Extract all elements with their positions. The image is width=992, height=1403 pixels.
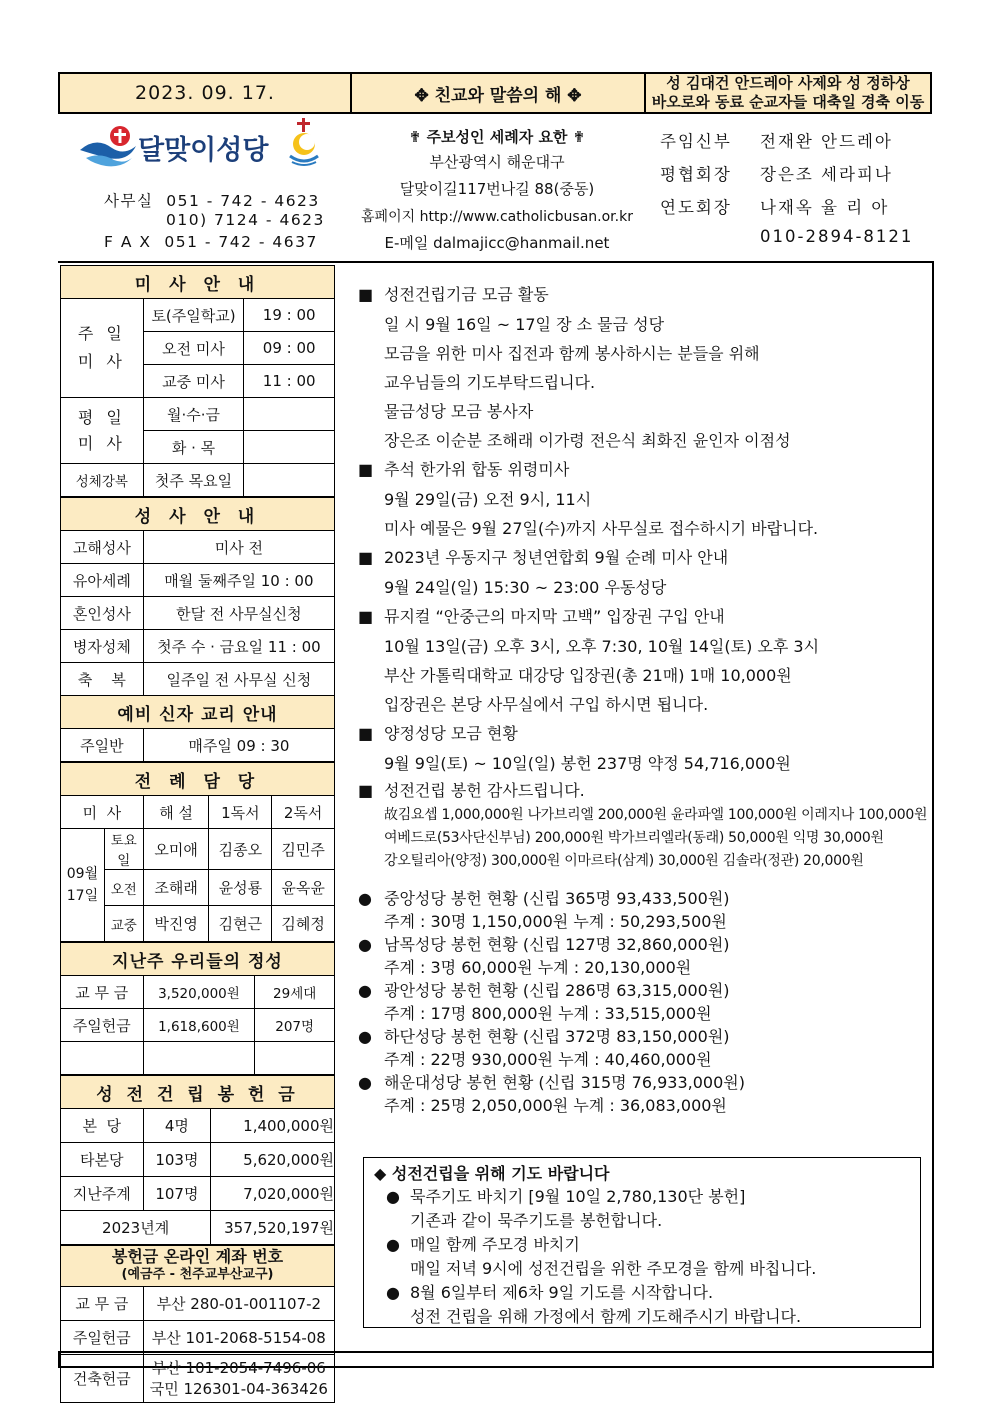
building-fund-title: 성 전 건 립 봉 헌 금 [61,1076,335,1109]
parish-name: 달맞이성당 [138,135,269,166]
liturgy-table: 전 례 담 당 미 사 해 설 1독서 2독서 09월 17일 토요일 오미애 김종오 김민주 오전 조해래 윤성룡 윤옥윤 교중 박진영 김현근 김혜정 [60,762,335,942]
sacraments-title: 성 사 안 내 [61,498,335,531]
donor-line: 여베드로(53사단신부님) 200,000원 박가브리엘라(동래) 50,000원 익명 30,000원 [384,830,884,846]
weekday-mass-label: 평 일 미 사 [61,398,144,464]
offering-title: 지난주 우리들의 정성 [61,943,335,976]
feast-notice: 성 김대건 안드레아 사제와 성 정하상 바오로와 동료 순교자들 대축일 경축 이동 [646,74,930,112]
title-band [58,72,932,114]
wave-logo-icon [78,124,138,168]
account-number: 부산 280-01-001107-2 [143,1287,334,1321]
left-info-panel [60,265,335,1403]
moon-cross-icon [286,118,322,168]
address-line1: 부산광역시 해운대구 [429,153,565,171]
homepage-link[interactable]: 홈페이지 http://www.catholicbusan.or.kr [361,209,633,225]
accounts-title: 봉헌금 온라인 계좌 번호 (예금주 - 천주교부산교구) [61,1246,335,1287]
mass-title: 미 사 안 내 [61,266,335,299]
sacraments-table: 성 사 안 내 고해성사 미사 전 유아세례 매월 둘째주일 10 : 00 혼인성사 한달 전 사무실신청 병자성체 첫주 수 · 금요일 11 : 00 축 복 일주일 전 사무실 신청 예비 신자 교리 안내 주일반 매주일 09 : 30 [60,497,335,762]
fax-number: F A X 051 - 742 - 4637 [104,233,318,251]
prayer-title: ◆ 성전건립을 위해 기도 바랍니다 [374,1164,610,1183]
offering-table: 지난주 우리들의 정성 교 무 금 3,520,000원 29세대 주일헌금 1,618,600원 207명 [60,942,335,1075]
donor-line: 강오틸리아(양정) 300,000원 이마르타(삼계) 30,000원 김솔라(정관) 20,000원 [384,853,864,869]
announcement-title: ■ 성전건립기금 모금 활동 [358,285,549,304]
patron-saint: ✟ 주보성인 세례자 요한 ✟ [408,128,586,146]
announcement-title: ■ 뮤지컬 “안중근의 마지막 고백” 입장권 구입 안내 [358,607,725,626]
bulletin-date: 2023. 09. 17. [60,74,352,112]
account-number: 부산 101-2054-7496-06 국민 126301-04-363426 [143,1355,334,1403]
sunday-mass-label: 주 일 미 사 [61,299,144,398]
building-fund-table: 성 전 건 립 봉 헌 금 본 당 4명 1,400,000원 타본당 103명 5,620,000원 지난주계 107명 7,020,000원 2023년계 357,520,197원 [60,1075,335,1245]
announcement-title: ■ 성전건립 봉헌 감사드립니다. [358,781,585,800]
address-line2: 달맞이길117번나길 88(중동) [399,180,595,198]
prayer-box: ◆ 성전건립을 위해 기도 바랍니다 ● 묵주기도 바치기 [9월 10일 2,780,130단 봉헌] 기존과 같이 묵주기도를 봉헌합니다. ● 매일 함께 주모경 바치기 매일 저녁 9시에 성전건립을 위한 주모경을 함께 바칩니다. ● 8월 6일부터 제6차 9일 기도를 시작합니다. 성전 건립을 위해 가정에서 함께 기도해주시기 바랍니다. [363,1157,921,1328]
mobile-phone: 010) 7124 - 4623 [166,211,325,229]
announcement-title: ■ 추석 한가위 합동 위령미사 [358,460,570,479]
liturgy-title: 전 례 담 당 [61,763,335,796]
mass-table: 미 사 안 내 주 일 미 사 토(주일학교) 19 : 00 오전 미사 09 : 00 교중 미사 11 : 00 평 일 미 사 월·수·금 화 · 목 성체강복 첫주 목요일 [60,265,335,497]
staff-row: 주임신부 전재완 안드레아 [660,132,893,151]
announcements: ■ 성전건립기금 모금 활동 일 시 9월 16일 ~ 17일 장 소 물금 성당 모금을 위한 미사 집전과 함께 봉사하시는 분들을 위해 교우님들의 기도부탁드립니다. 물금성당 모금 봉사자 장은조 이순분 조해래 이가령 전은식 최화진 윤인자 이점성 ■ 추석 한가위 합동 위령미사 9월 29일(금) 오전 9시, 11시 미사 예물은 9월 27일(수)까지 사무실로 접수하시기 바랍니다. ■ 2023년 우동지구 청년연합회 9월 순례 미사 안내 9월 24일(일) 15:30 ~ 23:00 우동성당 ■ 뮤지컬 “안중근의 마지막 고백” 입장권 구입 안내 10월 13일(금) 오후 3시, 오후 7:30, 10월 14일(토) 오후 3시 부산 가톨릭대학교 대강당 입장권(총 21매) 1매 10,000원 입장권은 본당 사무실에서 구입 하시면 됩니다. ■ 양정성당 모금 현황 9월 9일(토) ~ 10일(일) 봉헌 237명 약정 54,716,000원 ■ 성전건립 봉헌 감사드립니다. 故김요셉 1,000,000원 나가브리엘 200,000원 윤라파엘 100,000원 이레지나 100,000원 여베드로(53사단신부님) 200,000원 박가브리엘라(동래) 50,000원 익명 30,000원 강오틸리아(양정) 300,000원 이마르타(삼계) 30,000원 김솔라(정관) 20,000원 ● 중앙성당 봉헌 현황 (신립 365명 93,433,500원) 주계 : 30명 1,150,000원 누계 : 50,293,500원 ● 남목성당 봉헌 현황 (신립 127명 32,860,000원) 주계 : 3명 60,000원 누계 : 20,130,000원 ● 광안성당 봉헌 현황 (신립 286명 63,315,000원) 주계 : 17명 800,000원 누계 : 33,515,000원 ● 하단성당 봉헌 현황 (신립 372명 83,150,000원) 주계 : 22명 930,000원 누계 : 40,460,000원 ● 해운대성당 봉헌 현황 (신립 315명 76,933,000원) 주계 : 25명 2,050,000원 누계 : 36,083,000원 [358,280,933,1117]
liturgy-date: 09월 17일 [61,829,105,942]
staff-row: 평협회장 장은조 세라피나 [660,165,893,184]
announcement-title: ■ 양정성당 모금 현황 [358,724,518,743]
email-link[interactable]: E-메일 dalmajicc@hanmail.net [384,234,610,252]
announcement-title: ■ 2023년 우동지구 청년연합회 9월 순례 미사 안내 [358,548,729,567]
year-theme: ✥ 친교와 말씀의 해 ✥ [352,74,646,112]
staff-row: 연도회장 나재옥 율 리 아 [660,198,890,217]
accounts-table: 봉헌금 온라인 계좌 번호 (예금주 - 천주교부산교구) 교 무 금 부산 280-01-001107-2 주일헌금 부산 101-2068-5154-08 건축헌금 부산 101-2054-7496-06 국민 126301-04-363426 [60,1245,335,1403]
account-number: 부산 101-2068-5154-08 [143,1321,334,1355]
parish-offering-status: ● 중앙성당 봉헌 현황 (신립 365명 93,433,500원) 주계 : 30명 1,150,000원 누계 : 50,293,500원 ● 남목성당 봉헌 현황 (신립 127명 32,860,000원) 주계 : 3명 60,000원 누계 : 20,130,000원 ● 광안성당 봉헌 현황 (신립 286명 63,315,000원) 주계 : 17명 800,000원 누계 : 33,515,000원 ● 하단성당 봉헌 현황 (신립 372명 83,150,000원) 주계 : 22명 930,000원 누계 : 40,460,000원 ● 해운대성당 봉헌 현황 (신립 315명 76,933,000원) 주계 : 25명 2,050,000원 누계 : 36,083,000원 [358,889,745,1115]
staff-phone: 010-2894-8121 [760,227,914,246]
staff-list [660,128,920,257]
donor-line: 故김요셉 1,000,000원 나가브리엘 200,000원 윤라파엘 100,000원 이레지나 100,000원 [384,807,928,823]
office-phone: 사무실 051 - 742 - 4623 [104,192,320,210]
parish-logo [78,118,338,176]
catechism-title: 예비 신자 교리 안내 [61,696,335,729]
